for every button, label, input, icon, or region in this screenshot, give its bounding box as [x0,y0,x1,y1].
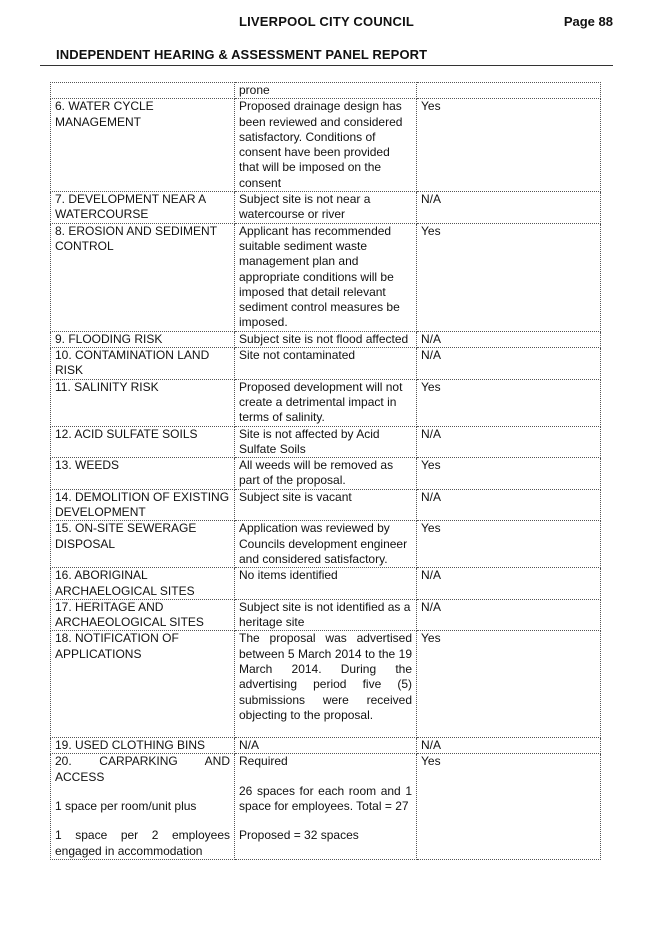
table-row [51,631,601,738]
compliance-cell: Yes [417,631,601,738]
criterion-cell: 12. ACID SULFATE SOILS [51,426,235,458]
table-row [51,458,601,490]
comment-cell: Subject site is not identified as a heritage site [235,599,417,631]
comment-cell: Applicant has recommended suitable sediment waste management plan and appropriate conditions will be imposed that detail relevant sediment control measures be imposed. [235,223,417,331]
criterion-cell [51,83,235,99]
comment-cell [235,631,417,738]
notification-comment: The proposal was advertised between 5 March 2014 to the 19 March 2014. During the advertising period five (5) submissions were received objecting to the proposal. [239,631,412,722]
comment-cell: Site is not affected by Acid Sulfate Soils [235,426,417,458]
criterion-cell: 6. WATER CYCLE MANAGEMENT [51,99,235,192]
comment-cell: Site not contaminated [235,348,417,380]
header-divider [40,65,613,66]
criterion-cell: 10. CONTAMINATION LAND RISK [51,348,235,380]
table-row [51,331,601,347]
carparking-proposed: Proposed = 32 spaces [239,828,359,843]
cell-spacer [55,814,230,828]
compliance-cell: Yes [417,754,601,859]
comment-cell: Application was reviewed by Councils development engineer and considered satisfactory. [235,521,417,568]
carparking-title: 20. CARPARKING AND ACCESS [55,754,230,784]
criterion-cell: 9. FLOODING RISK [51,331,235,347]
criterion-cell: 19. USED CLOTHING BINS [51,738,235,754]
criterion-cell: 11. SALINITY RISK [51,379,235,426]
criterion-cell: 7. DEVELOPMENT NEAR A WATERCOURSE [51,192,235,224]
table-row [51,599,601,631]
criterion-cell: 17. HERITAGE AND ARCHAEOLOGICAL SITES [51,599,235,631]
criterion-cell: 14. DEMOLITION OF EXISTING DEVELOPMENT [51,489,235,521]
compliance-cell: Yes [417,521,601,568]
compliance-cell: Yes [417,99,601,192]
compliance-cell: N/A [417,568,601,600]
carparking-required: Required [239,754,288,769]
compliance-cell: N/A [417,738,601,754]
council-name: LIVERPOOL CITY COUNCIL [238,14,415,29]
comment-cell: N/A [235,738,417,754]
criterion-cell: 18. NOTIFICATION OF APPLICATIONS [51,631,235,738]
compliance-cell: N/A [417,348,601,380]
table-row [51,568,601,600]
comment-cell: Proposed development will not create a detrimental impact in terms of salinity. [235,379,417,426]
comment-cell [235,754,417,859]
table-row [51,223,601,331]
table-row [51,489,601,521]
table-row [51,192,601,224]
criterion-cell: 13. WEEDS [51,458,235,490]
compliance-cell: Yes [417,379,601,426]
compliance-cell: N/A [417,331,601,347]
carparking-rate-employees: 1 space per 2 employees engaged in accommodation [55,828,230,858]
table-row [51,99,601,192]
table-row-carparking [51,754,601,859]
report-title: INDEPENDENT HEARING & ASSESSMENT PANEL REPORT [56,47,428,62]
compliance-cell: N/A [417,192,601,224]
table-row [51,521,601,568]
page-number: Page 88 [563,14,613,29]
comment-cell: prone [235,83,417,99]
comment-cell: Proposed drainage design has been reviewed and considered satisfactory. Conditions of consent have been provided that will be imposed on the consent [235,99,417,192]
comment-cell: No items identified [235,568,417,600]
table-row [51,348,601,380]
compliance-cell: N/A [417,426,601,458]
carparking-rate-room: 1 space per room/unit plus [55,799,197,814]
criterion-cell [51,754,235,859]
table-row [51,379,601,426]
criterion-cell: 16. ABORIGINAL ARCHAELOGICAL SITES [51,568,235,600]
comment-cell: All weeds will be removed as part of the proposal. [235,458,417,490]
comment-cell: Subject site is not flood affected [235,331,417,347]
compliance-cell: N/A [417,599,601,631]
compliance-cell: N/A [417,489,601,521]
comment-cell: Subject site is not near a watercourse or river [235,192,417,224]
compliance-cell [417,83,601,99]
compliance-cell: Yes [417,223,601,331]
table-row [51,426,601,458]
table-row [51,738,601,754]
cell-spacer [239,814,412,828]
table-row [51,83,601,99]
comment-cell: Subject site is vacant [235,489,417,521]
cell-spacer [239,770,412,784]
assessment-table [50,82,601,860]
cell-spacer [239,723,412,737]
compliance-cell: Yes [417,458,601,490]
carparking-required-detail: 26 spaces for each room and 1 space for employees. Total = 27 [239,783,412,814]
cell-spacer [55,785,230,799]
criterion-cell: 15. ON-SITE SEWERAGE DISPOSAL [51,521,235,568]
criterion-cell: 8. EROSION AND SEDIMENT CONTROL [51,223,235,331]
